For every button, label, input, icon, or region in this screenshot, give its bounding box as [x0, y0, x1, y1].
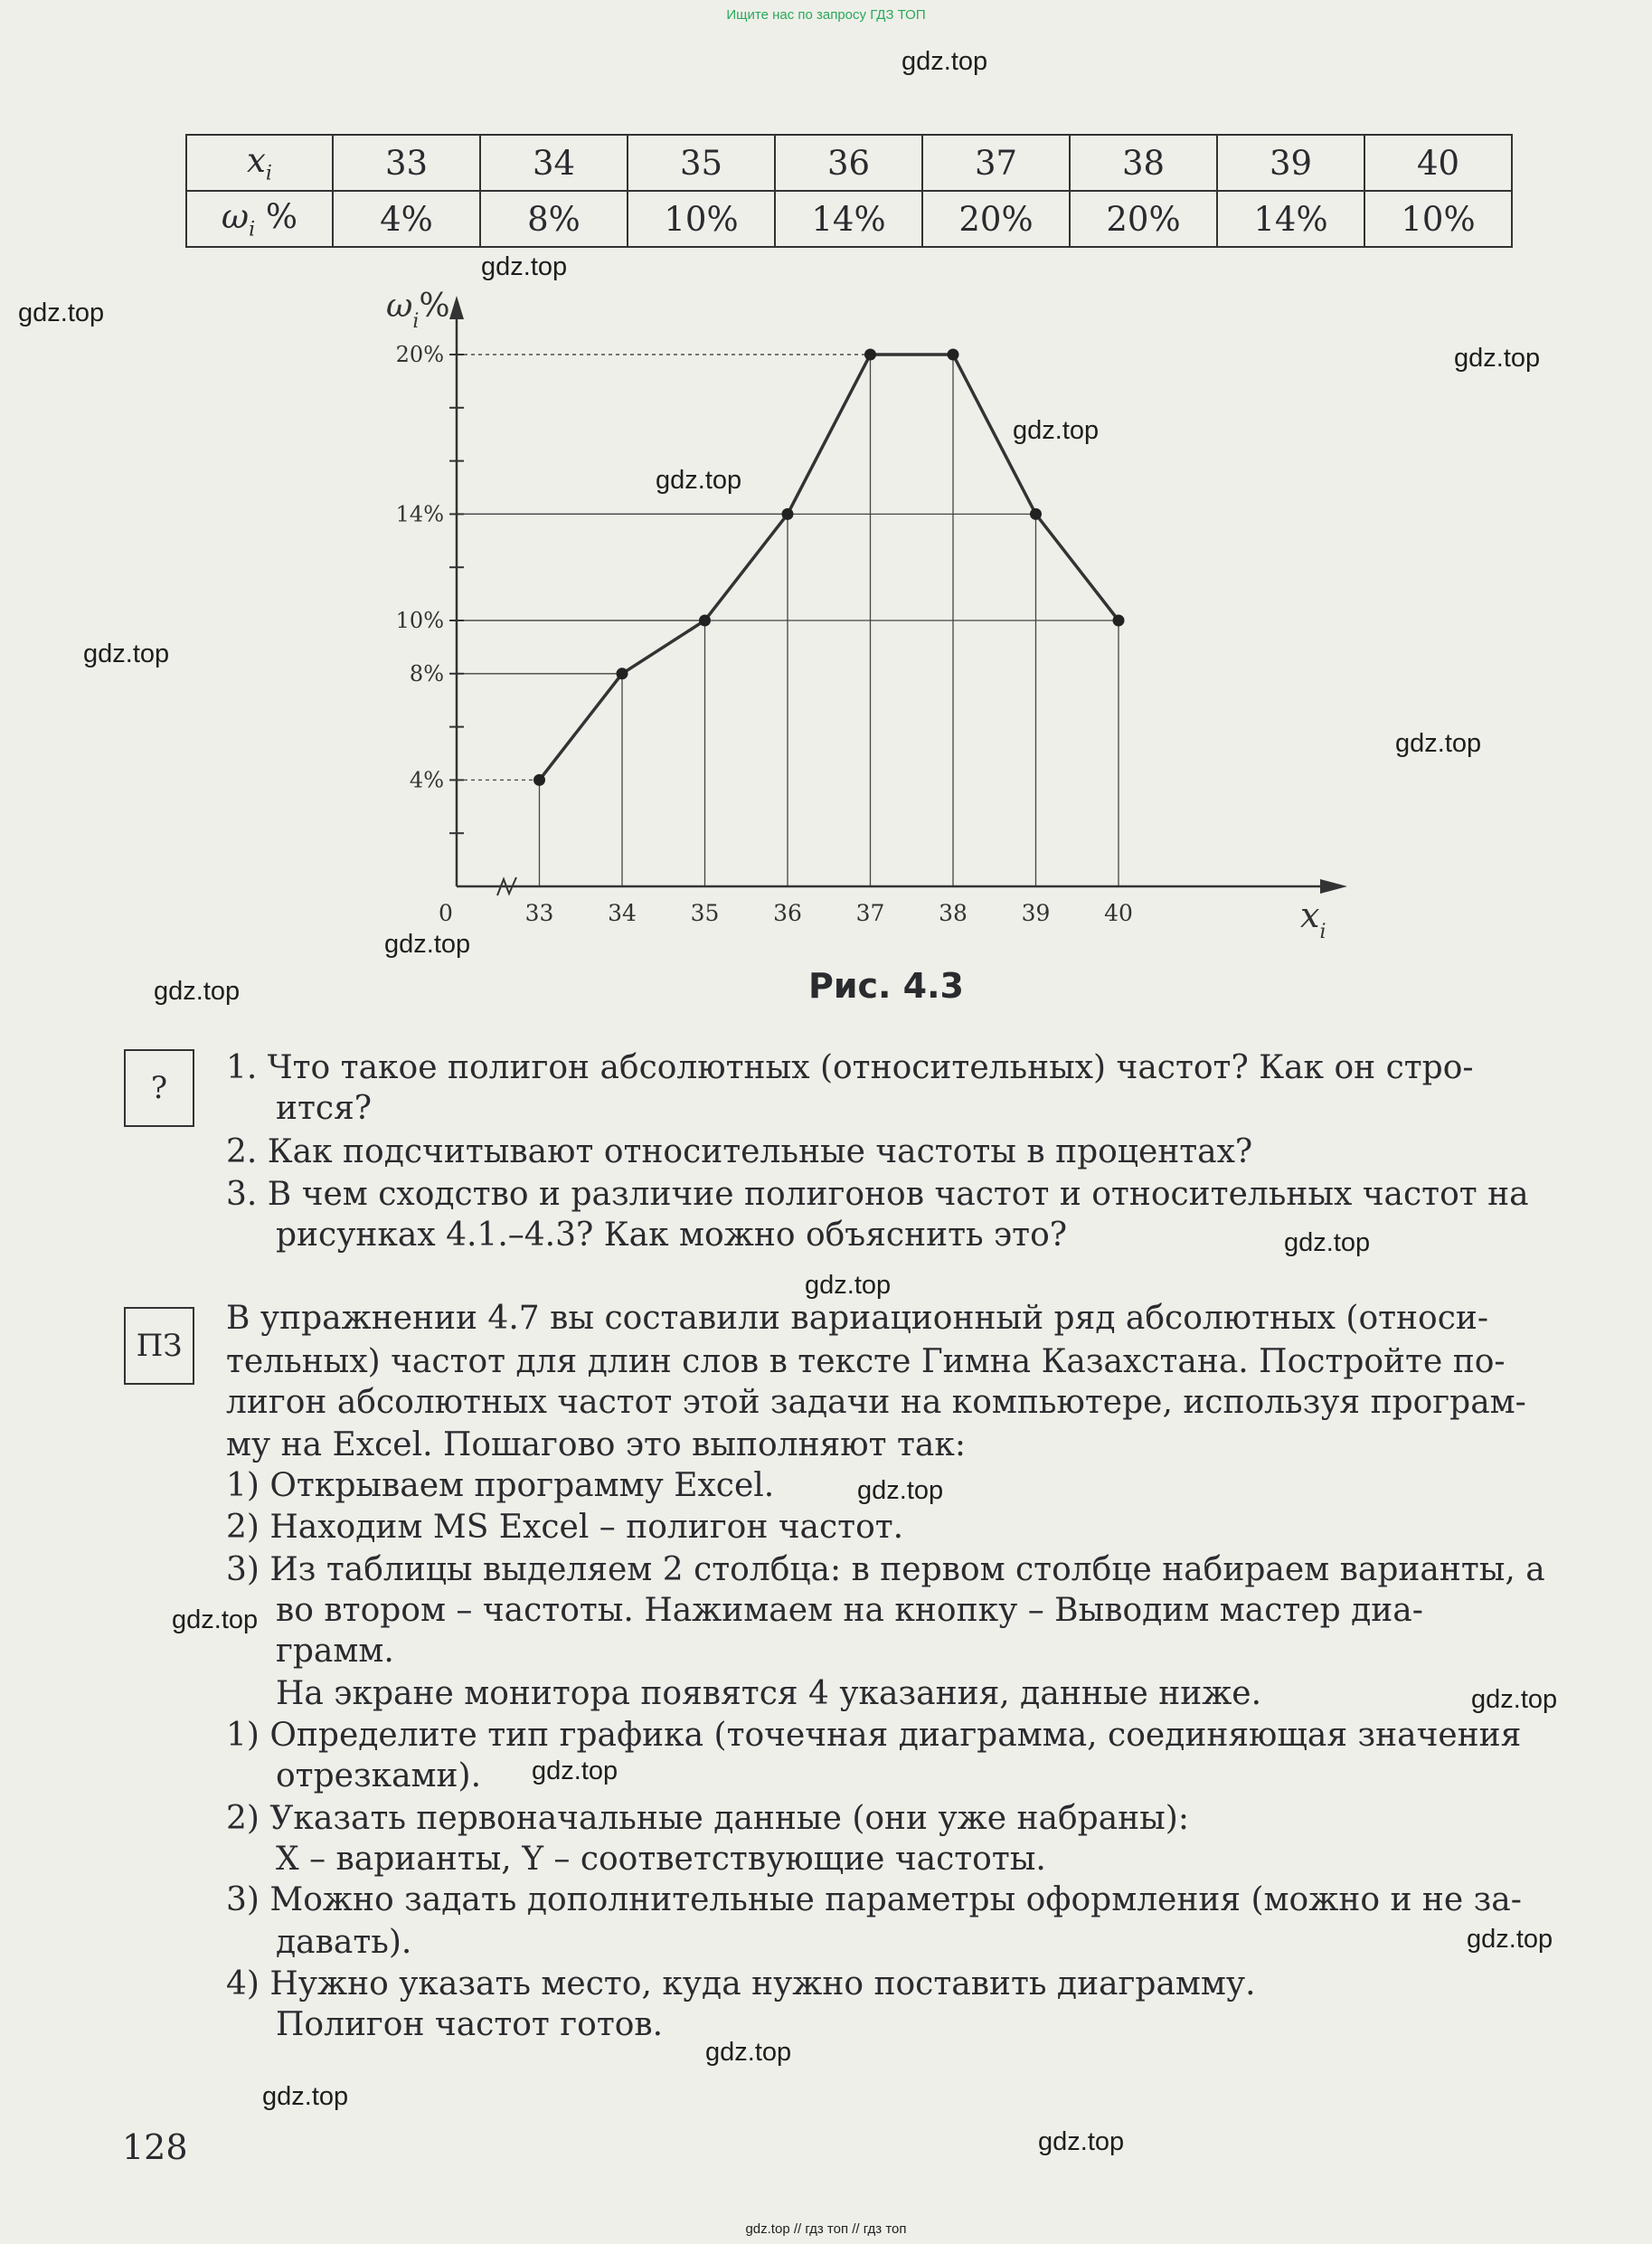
watermark: gdz.top [481, 252, 568, 281]
watermark: gdz.top [805, 1271, 892, 1300]
table-cell: 14% [1217, 191, 1364, 247]
x-axis-arrow [1320, 879, 1347, 894]
watermark: gdz.top [857, 1476, 944, 1505]
watermark: gdz.top [83, 639, 170, 668]
question-line: 3. В чем сходство и различие полигонов частот и относительных частот на [226, 1176, 1529, 1213]
table-cell: 33 [333, 135, 480, 191]
task-line: грамм. [276, 1633, 394, 1670]
task-line: 2) Указать первоначальные данные (они уже набраны): [226, 1800, 1189, 1837]
x-tick-label: 36 [773, 900, 802, 926]
origin-label: 0 [439, 900, 453, 926]
watermark: gdz.top [384, 930, 471, 959]
x-tick-label: 34 [608, 900, 637, 926]
task-line: На экране монитора появятся 4 указания, данные ниже. [276, 1675, 1262, 1712]
table-cell: 39 [1217, 135, 1364, 191]
task-line: 1) Открываем программу Excel. [226, 1467, 775, 1504]
table-cell: 40 [1364, 135, 1512, 191]
watermark: gdz.top [1395, 729, 1482, 758]
task-line: 4) Нужно указать место, куда нужно поставить диаграмму. [226, 1965, 1256, 2003]
question-line: 2. Как подсчитывают относительные частоты в процентах? [226, 1133, 1253, 1170]
watermark: gdz.top [1038, 2127, 1125, 2156]
table-cell: 20% [922, 191, 1070, 247]
watermark: gdz.top [262, 2082, 349, 2111]
data-point [1030, 508, 1042, 520]
bottom-note: gdz.top // гдз топ // гдз топ [745, 2221, 907, 2237]
task-box: ПЗ [124, 1307, 194, 1385]
data-point [1113, 615, 1125, 627]
watermark: gdz.top [1467, 1925, 1553, 1954]
frequency-polygon-chart [344, 285, 1374, 954]
table-cell: 10% [1364, 191, 1512, 247]
task-line: давать). [276, 1924, 412, 1961]
task-line: лигон абсолютных частот этой задачи на компьютере, используя програм- [226, 1384, 1526, 1421]
data-point [864, 349, 876, 361]
table-cell: 20% [1070, 191, 1217, 247]
watermark: gdz.top [1471, 1685, 1558, 1714]
watermark: gdz.top [656, 466, 742, 495]
question-line: 1. Что такое полигон абсолютных (относительных) частот? Как он стро- [226, 1049, 1474, 1086]
y-tick-label: 4% [409, 767, 444, 793]
data-point [617, 668, 628, 679]
task-line: во втором – частоты. Нажимаем на кнопку – Выводим мастер диа- [276, 1592, 1423, 1629]
y-axis-arrow [449, 296, 464, 319]
task-line: X – варианты, Y – соответствующие частоты. [276, 1841, 1046, 1878]
x-axis-label: $x_i$ [1300, 895, 1326, 943]
watermark: gdz.top [1284, 1228, 1371, 1257]
table-cell: 10% [628, 191, 775, 247]
figure-caption: Рис. 4.3 [808, 966, 964, 1006]
data-point [533, 774, 545, 786]
table-cell: 14% [775, 191, 922, 247]
watermark: gdz.top [154, 977, 241, 1006]
table-cell: 38 [1070, 135, 1217, 191]
table-row [186, 191, 1512, 247]
question-line: рисунках 4.1.–4.3? Как можно объяснить это? [276, 1217, 1068, 1254]
table-cell: 37 [922, 135, 1070, 191]
watermark: gdz.top [532, 1756, 618, 1785]
top-note: Ищите нас по запросу ГДЗ ТОП [726, 7, 926, 23]
x-tick-label: 40 [1104, 900, 1133, 926]
table-cell: 34 [480, 135, 628, 191]
task-line: 3) Можно задать дополнительные параметры оформления (можно и не за- [226, 1881, 1522, 1918]
table-header-x: $x_i$ [186, 135, 333, 191]
watermark: gdz.top [1454, 344, 1541, 373]
task-line: 3) Из таблицы выделяем 2 столбца: в первом столбце набираем варианты, а [226, 1551, 1545, 1588]
watermark: gdz.top [172, 1605, 259, 1634]
table-cell: 8% [480, 191, 628, 247]
task-line: 2) Находим MS Excel – полигон частот. [226, 1509, 904, 1546]
task-line: тельных) частот для длин слов в тексте Гимна Казахстана. Постройте по- [226, 1343, 1506, 1380]
watermark: gdz.top [902, 47, 988, 76]
watermark: gdz.top [18, 298, 105, 327]
y-tick-label: 8% [409, 660, 444, 686]
question-line: ится? [276, 1090, 373, 1127]
task-line: отрезками). [276, 1757, 482, 1794]
watermark: gdz.top [705, 2038, 792, 2067]
y-tick-label: 14% [395, 501, 444, 527]
x-tick-label: 33 [524, 900, 554, 926]
frequency-table [185, 134, 1513, 248]
page-number: 128 [122, 2127, 188, 2167]
x-tick-label: 35 [690, 900, 720, 926]
task-line: В упражнении 4.7 вы составили вариационный ряд абсолютных (относи- [226, 1300, 1489, 1337]
data-point [948, 349, 959, 361]
y-tick-label: 10% [395, 608, 444, 633]
data-point [782, 508, 794, 520]
data-point [699, 615, 711, 627]
table-header-w: $\omega_i$ % [186, 191, 333, 247]
x-tick-label: 38 [939, 900, 968, 926]
table-cell: 4% [333, 191, 480, 247]
task-line: 1) Определите тип графика (точечная диаграмма, соединяющая значения [226, 1717, 1522, 1754]
task-line: му на Excel. Пошагово это выполняют так: [226, 1426, 966, 1463]
question-box: ? [124, 1049, 194, 1127]
x-tick-label: 37 [855, 900, 885, 926]
x-tick-label: 39 [1021, 900, 1051, 926]
task-line: Полигон частот готов. [276, 2006, 664, 2043]
y-axis-label: $\omega_i\%$ [386, 288, 450, 333]
table-cell: 36 [775, 135, 922, 191]
y-tick-label: 20% [395, 342, 444, 367]
watermark: gdz.top [1013, 416, 1100, 445]
table-cell: 35 [628, 135, 775, 191]
table-row [186, 135, 1512, 191]
